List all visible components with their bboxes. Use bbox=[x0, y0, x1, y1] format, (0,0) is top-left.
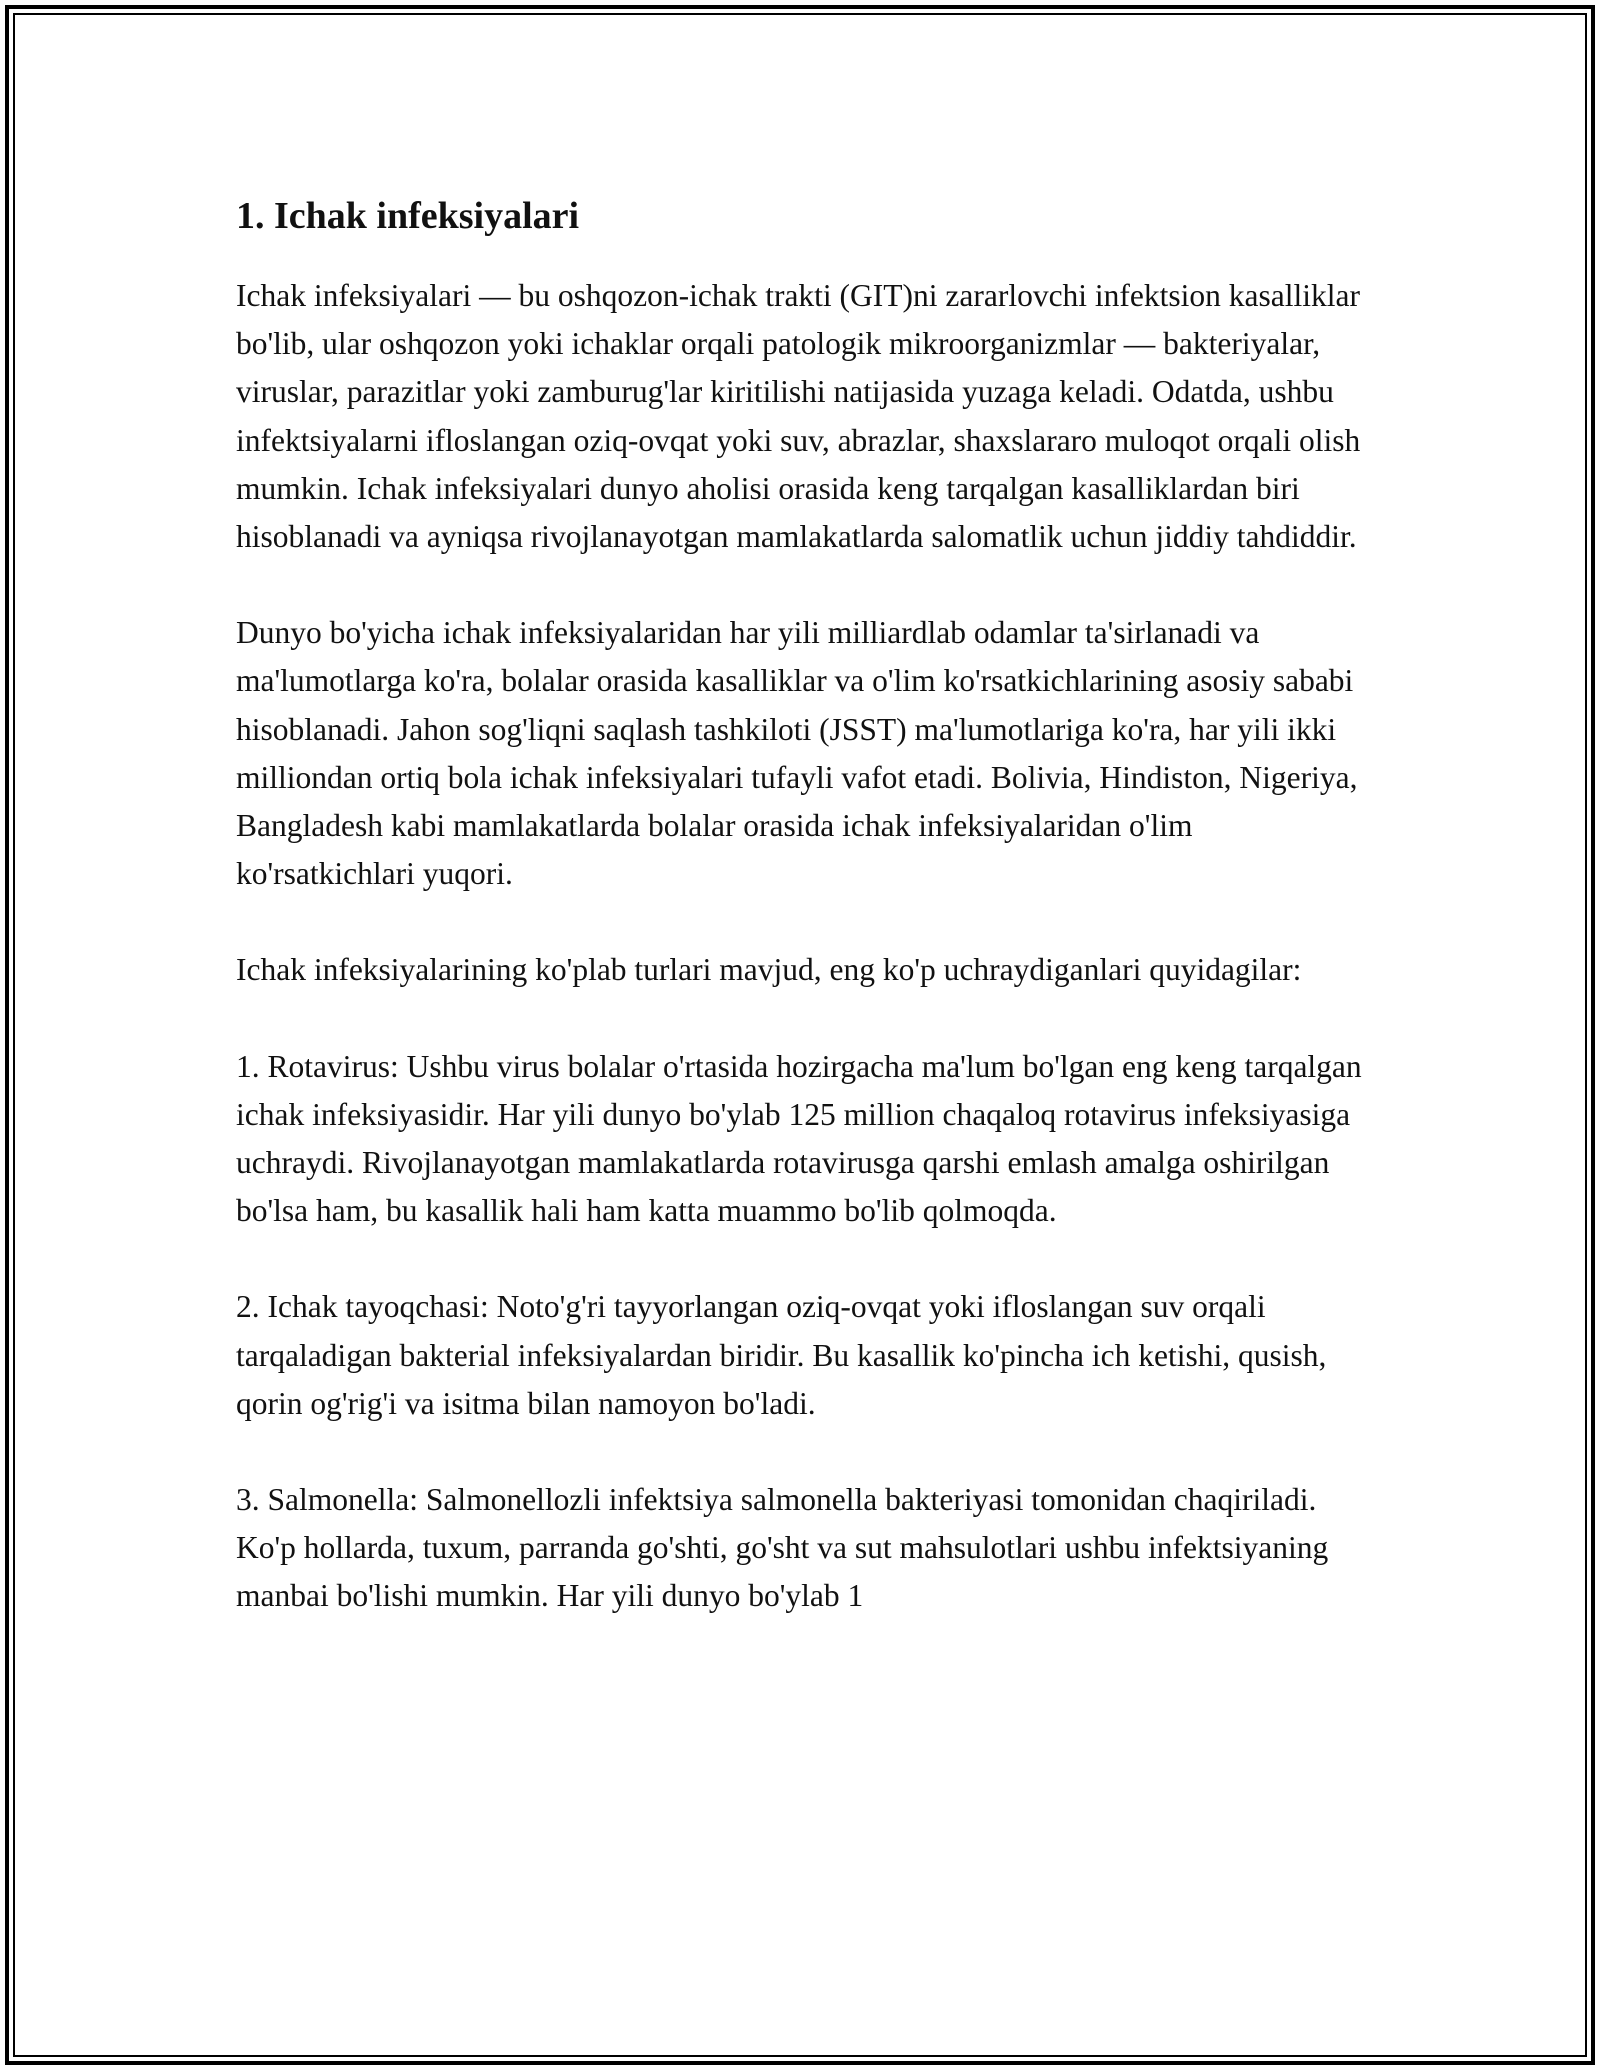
paragraph-salmonella: 3. Salmonella: Salmonellozli infektsiya salmonella bakteriyasi tomonidan chaqiriladi. Ko'p hollarda, tuxum, parranda go'shti, go'sht va sut mahsulotlari ushbu infektsiyaning manbai bo'lishi mumkin. Har yili dunyo bo'ylab 1 bbox=[236, 1482, 1329, 1614]
paragraph-statistics: Dunyo bo'yicha ichak infeksiyalaridan har yili milliardlab odamlar ta'sirlanadi va ma'lumotlarga ko'ra, bolalar orasida kasalliklar va o'lim ko'rsatkichlarining asosiy sababi hisoblanadi. Jahon sog'liqni saqlash tashkiloti (JSST) ma'lumotlariga ko'ra, har yili ikki milliondan ortiq bola ichak infeksiyalari tufayli vafot etadi. Bolivia, Hindiston, Nigeriya, Bangladesh kabi mamlakatlarda bolalar orasida ichak infeksiyalaridan o'lim ko'rsatkichlari yuqori. bbox=[236, 615, 1358, 892]
section-heading: 1. Ichak infeksiyalari bbox=[236, 195, 580, 237]
paragraph-types-intro: Ichak infeksiyalarining ko'plab turlari mavjud, eng ko'p uchraydiganlari quyidagilar: bbox=[236, 952, 1302, 988]
paragraph-ecoli: 2. Ichak tayoqchasi: Noto'g'ri tayyorlangan oziq-ovqat yoki ifloslangan suv orqali tarqaladigan bakterial infeksiyalardan biridir. Bu kasallik ko'pincha ich ketishi, qusish, qorin og'rig'i va isitma bilan namoyon bo'ladi. bbox=[236, 1289, 1327, 1421]
paragraph-rotavirus: 1. Rotavirus: Ushbu virus bolalar o'rtasida hozirgacha ma'lum bo'lgan eng keng tarqalgan ichak infeksiyasidir. Har yili dunyo bo'ylab 125 million chaqaloq rotavirus infeksiyasiga uchraydi. Rivojlanayotgan mamlakatlarda rotavirusga qarshi emlash amalga oshirilgan bo'lsa ham, bu kasallik hali ham katta muammo bo'lib qolmoqda. bbox=[236, 1048, 1362, 1229]
document-body bbox=[236, 188, 1376, 1669]
paragraph-intro: Ichak infeksiyalari — bu oshqozon-ichak trakti (GIT)ni zararlovchi infektsion kasalliklar bo'lib, ular oshqozon yoki ichaklar orqali patologik mikroorganizmlar — bakteriyalar, viruslar, parazitlar yoki zamburug'lar kiritilishi natijasida yuzaga keladi. Odatda, ushbu infektsiyalarni ifloslangan oziq-ovqat yoki suv, abrazlar, shaxslararo muloqot orqali olish mumkin. Ichak infeksiyalari dunyo aholisi orasida keng tarqalgan kasalliklardan biri hisoblanadi va ayniqsa rivojlanayotgan mamlakatlarda salomatlik uchun jiddiy tahdiddir. bbox=[236, 278, 1361, 555]
